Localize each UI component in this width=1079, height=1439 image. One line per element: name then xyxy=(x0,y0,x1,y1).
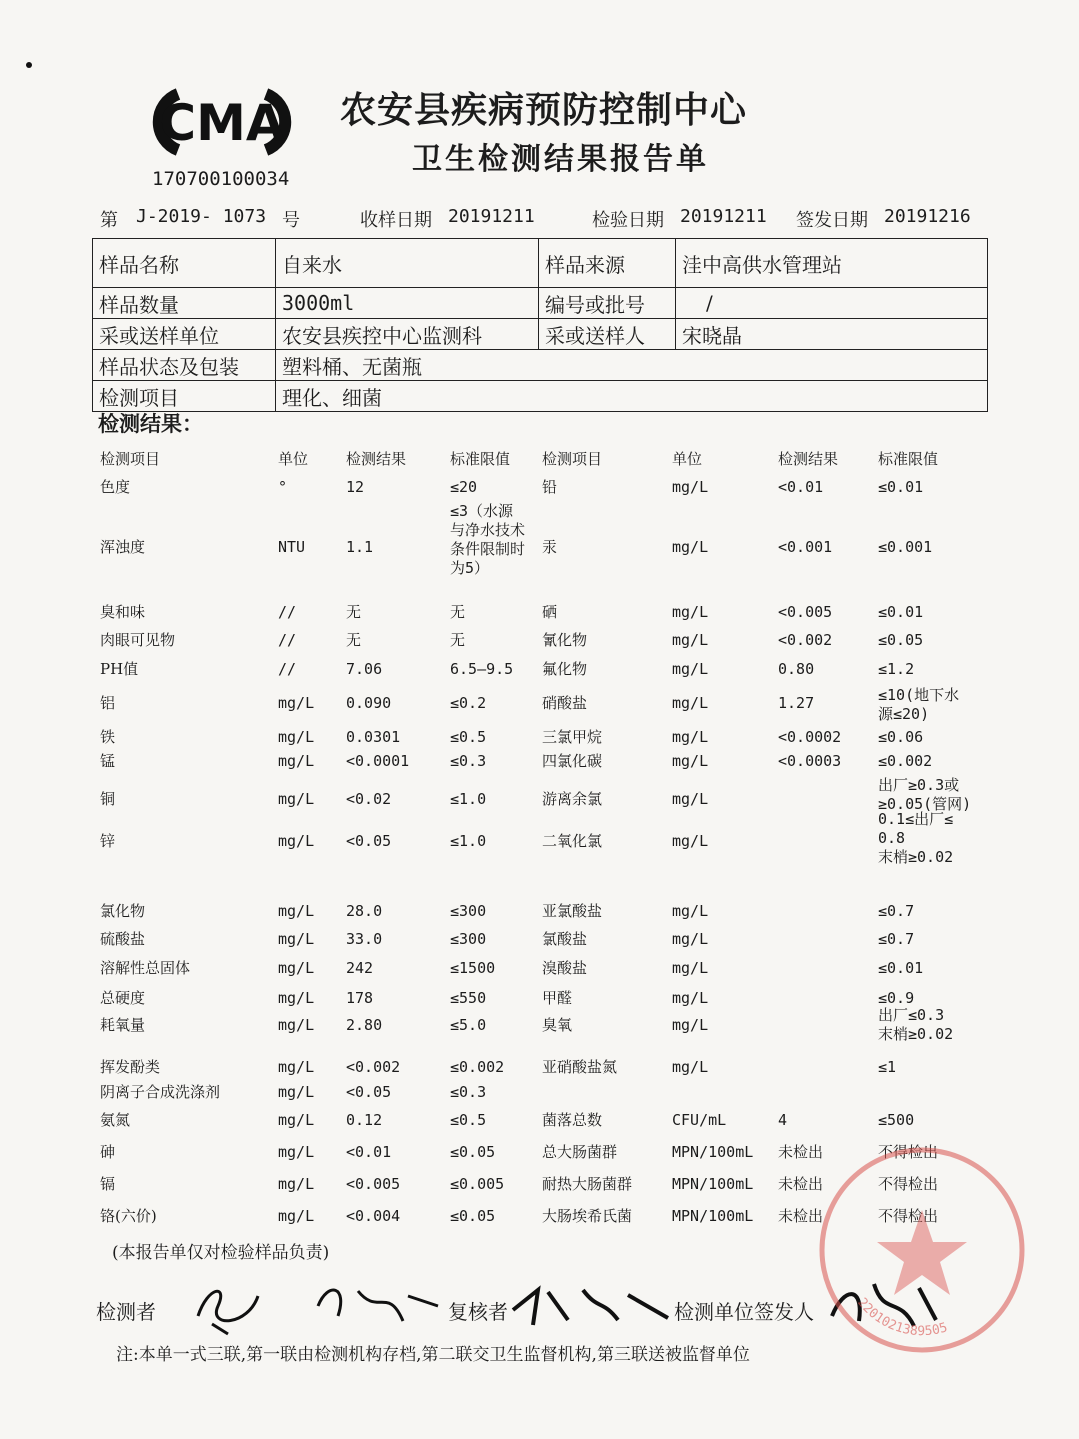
result-cell: ≤0.3 xyxy=(450,752,487,770)
result-cell: <0.0001 xyxy=(346,752,410,770)
result-cell: 2.80 xyxy=(346,1016,383,1034)
result-cell: ≤0.5 xyxy=(450,728,487,746)
report-meta xyxy=(100,206,980,238)
result-cell: 总硬度 xyxy=(100,989,146,1007)
result-cell: mg/L xyxy=(278,694,315,712)
result-cell: mg/L xyxy=(278,728,315,746)
result-cell: mg/L xyxy=(672,694,709,712)
results-header-4: 检测项目 xyxy=(542,450,603,468)
result-cell: mg/L xyxy=(278,1058,315,1076)
result-cell: MPN/100mL xyxy=(672,1207,754,1225)
state-label: 样品状态及包装 xyxy=(93,350,276,381)
result-cell: 硝酸盐 xyxy=(542,694,588,712)
result-cell: 臭氧 xyxy=(542,1016,573,1034)
results-title: 检测结果： xyxy=(98,411,203,436)
results-header-3: 标准限值 xyxy=(450,450,511,468)
result-cell: 无 xyxy=(450,603,466,621)
result-cell: mg/L xyxy=(672,902,709,920)
result-cell: 浑浊度 xyxy=(100,538,146,556)
result-cell: mg/L xyxy=(672,1016,709,1034)
result-cell: mg/L xyxy=(278,989,315,1007)
result-cell: ≤1.0 xyxy=(450,832,487,850)
result-cell: 甲醛 xyxy=(542,989,573,1007)
batch-label: 编号或批号 xyxy=(539,288,676,319)
result-cell: mg/L xyxy=(672,728,709,746)
result-cell: mg/L xyxy=(278,959,315,977)
result-cell: 溶解性总固体 xyxy=(100,959,191,977)
result-cell: MPN/100mL xyxy=(672,1143,754,1161)
result-cell: 无 xyxy=(346,603,362,621)
unit: 农安县疾控中心监测科 xyxy=(276,319,539,350)
result-cell: 镉 xyxy=(100,1175,116,1193)
result-cell: 12 xyxy=(346,478,365,496)
result-cell: ≤0.7 xyxy=(878,930,915,948)
result-cell: ≤0.01 xyxy=(878,959,924,977)
sample-source: 洼中高供水管理站 xyxy=(676,239,988,288)
result-cell: 铅 xyxy=(542,478,558,496)
result-cell: 菌落总数 xyxy=(542,1111,603,1129)
result-cell: 锰 xyxy=(100,752,116,770)
result-cell: ≤0.06 xyxy=(878,728,924,746)
result-cell: ≤5.0 xyxy=(450,1016,487,1034)
result-cell: 出厂≥0.3或 ≥0.05(管网) xyxy=(878,776,972,813)
result-cell: mg/L xyxy=(672,538,709,556)
receive-date-label: 收样日期 xyxy=(360,210,432,231)
result-cell: ≤0.005 xyxy=(450,1175,505,1193)
result-cell: 不得检出 xyxy=(878,1143,939,1161)
person-label: 采或送样人 xyxy=(539,319,676,350)
result-cell: 挥发酚类 xyxy=(100,1058,161,1076)
result-cell: 33.0 xyxy=(346,930,383,948)
result-cell: <0.002 xyxy=(346,1058,401,1076)
cert-number: 170700100034 xyxy=(152,168,290,190)
result-cell: ≤0.05 xyxy=(450,1207,496,1225)
result-cell: 亚硝酸盐氮 xyxy=(542,1058,618,1076)
result-cell: mg/L xyxy=(278,930,315,948)
results-header-2: 检测结果 xyxy=(346,450,407,468)
result-cell: mg/L xyxy=(672,959,709,977)
result-cell: <0.02 xyxy=(346,790,392,808)
result-cell: ≤3（水源 与净水技术 条件限制时 为5） xyxy=(450,502,526,577)
test-date-label: 检验日期 xyxy=(592,210,664,231)
result-cell: 耐热大肠菌群 xyxy=(542,1175,633,1193)
result-cell: ≤0.2 xyxy=(450,694,487,712)
scan-dot xyxy=(26,62,32,68)
result-cell: 4 xyxy=(778,1111,788,1129)
items-label: 检测项目 xyxy=(93,381,276,412)
cma-logo-text: CMA xyxy=(159,94,285,152)
result-cell: 色度 xyxy=(100,478,131,496)
result-cell: mg/L xyxy=(278,1111,315,1129)
result-cell: ≤1500 xyxy=(450,959,496,977)
org-title: 农安县疾病预防控制中心 xyxy=(340,89,748,131)
receive-date: 20191211 xyxy=(448,206,535,227)
result-cell: 氯酸盐 xyxy=(542,930,588,948)
result-cell: <0.01 xyxy=(778,478,824,496)
sample-info-table xyxy=(92,238,988,412)
result-cell: mg/L xyxy=(278,1207,315,1225)
stamp-number: 2201021389505 xyxy=(854,1295,950,1340)
quantity-label: 样品数量 xyxy=(93,288,276,319)
result-cell: 锌 xyxy=(100,832,116,850)
results-header-1: 单位 xyxy=(278,450,309,468)
result-cell: mg/L xyxy=(278,832,315,850)
result-cell: 溴酸盐 xyxy=(542,959,588,977)
result-cell: ≤0.3 xyxy=(450,1083,487,1101)
result-cell: <0.005 xyxy=(778,603,833,621)
sample-source-label: 样品来源 xyxy=(539,239,676,288)
result-cell: 未检出 xyxy=(778,1175,824,1193)
result-cell: 氨氮 xyxy=(100,1111,131,1129)
result-cell: 铜 xyxy=(100,790,116,808)
result-cell: <0.002 xyxy=(778,631,833,649)
result-cell: mg/L xyxy=(672,631,709,649)
result-cell: 游离余氯 xyxy=(542,790,603,808)
signer-label: 检测单位签发人 xyxy=(674,1300,814,1324)
result-cell: mg/L xyxy=(672,930,709,948)
reviewer-label: 复核者 xyxy=(448,1300,508,1324)
footnote: 注:本单一式三联,第一联由检测机构存档,第二联交卫生监督机构,第三联送被监督单位 xyxy=(116,1345,750,1365)
result-cell: ≤0.002 xyxy=(450,1058,505,1076)
results-header-6: 检测结果 xyxy=(778,450,839,468)
result-cell: 铬(六价) xyxy=(100,1207,157,1225)
sample-name-label: 样品名称 xyxy=(93,239,276,288)
result-cell: NTU xyxy=(278,538,306,556)
report-no-suffix: 号 xyxy=(282,210,300,231)
result-cell: 铝 xyxy=(100,694,116,712)
results-header-7: 标准限值 xyxy=(878,450,939,468)
result-cell: mg/L xyxy=(672,1058,709,1076)
result-cell: 178 xyxy=(346,989,374,1007)
result-cell: 无 xyxy=(450,631,466,649)
result-cell: 耗氧量 xyxy=(100,1016,146,1034)
result-cell: ≤0.001 xyxy=(878,538,933,556)
result-cell: mg/L xyxy=(278,1016,315,1034)
result-cell: ≤0.01 xyxy=(878,603,924,621)
result-cell: PH值 xyxy=(100,660,139,678)
issue-date: 20191216 xyxy=(884,206,971,227)
result-cell: 242 xyxy=(346,959,374,977)
result-cell: <0.05 xyxy=(346,832,392,850)
result-cell: mg/L xyxy=(672,989,709,1007)
result-cell: ≤0.9 xyxy=(878,989,915,1007)
result-cell: 28.0 xyxy=(346,902,383,920)
result-cell: ≤0.002 xyxy=(878,752,933,770)
result-cell: mg/L xyxy=(672,603,709,621)
result-cell: 硫酸盐 xyxy=(100,930,146,948)
report-no: J-2019- 1073 xyxy=(136,206,267,227)
sample-name: 自来水 xyxy=(276,239,539,288)
result-cell: 未检出 xyxy=(778,1143,824,1161)
result-cell: 0.80 xyxy=(778,660,815,678)
result-cell: 肉眼可见物 xyxy=(100,631,176,649)
test-date: 20191211 xyxy=(680,206,767,227)
result-cell: mg/L xyxy=(278,902,315,920)
result-cell: <0.001 xyxy=(778,538,833,556)
result-cell: 氟化物 xyxy=(542,660,588,678)
result-cell: ≤550 xyxy=(450,989,487,1007)
result-cell: MPN/100mL xyxy=(672,1175,754,1193)
results-header-0: 检测项目 xyxy=(100,450,161,468)
result-cell: <0.0002 xyxy=(778,728,842,746)
result-cell: mg/L xyxy=(278,790,315,808)
cma-logo xyxy=(148,86,296,158)
result-cell: mg/L xyxy=(278,1143,315,1161)
result-cell: <0.01 xyxy=(346,1143,392,1161)
report-title: 卫生检测结果报告单 xyxy=(412,142,709,177)
result-cell: 硒 xyxy=(542,603,558,621)
result-cell: ≤300 xyxy=(450,902,487,920)
result-cell: <0.0003 xyxy=(778,752,842,770)
report-no-prefix: 第 xyxy=(100,210,118,231)
quantity: 3000ml xyxy=(276,288,539,319)
result-cell: 无 xyxy=(346,631,362,649)
result-cell: // xyxy=(278,660,297,678)
result-cell: 不得检出 xyxy=(878,1175,939,1193)
result-cell: 汞 xyxy=(542,538,558,556)
issue-date-label: 签发日期 xyxy=(796,210,868,231)
result-cell: mg/L xyxy=(672,660,709,678)
result-cell: // xyxy=(278,603,297,621)
result-cell: <0.05 xyxy=(346,1083,392,1101)
result-cell: <0.004 xyxy=(346,1207,401,1225)
result-cell: 0.0301 xyxy=(346,728,401,746)
result-cell: mg/L xyxy=(672,478,709,496)
result-cell: 氯化物 xyxy=(100,902,146,920)
result-cell: ≤20 xyxy=(450,478,478,496)
result-cell: ≤1.2 xyxy=(878,660,915,678)
state: 塑料桶、无菌瓶 xyxy=(276,350,988,381)
result-cell: 四氯化碳 xyxy=(542,752,603,770)
result-cell: ≤1.0 xyxy=(450,790,487,808)
tester-signatures xyxy=(188,1276,448,1336)
result-cell: 7.06 xyxy=(346,660,383,678)
result-cell: ≤0.05 xyxy=(450,1143,496,1161)
result-cell: 三氯甲烷 xyxy=(542,728,603,746)
reviewer-signature xyxy=(508,1280,678,1332)
tester-label: 检测者 xyxy=(96,1300,156,1324)
result-cell: 臭和味 xyxy=(100,603,146,621)
batch: / xyxy=(676,288,988,319)
results-header-5: 单位 xyxy=(672,450,703,468)
result-cell: ≤0.05 xyxy=(878,631,924,649)
result-cell: 二氧化氯 xyxy=(542,832,603,850)
result-cell: 0.12 xyxy=(346,1111,383,1129)
result-cell: mg/L xyxy=(672,832,709,850)
result-cell: ≤500 xyxy=(878,1111,915,1129)
result-cell: ≤0.7 xyxy=(878,902,915,920)
result-cell: mg/L xyxy=(278,752,315,770)
unit-label: 采或送样单位 xyxy=(93,319,276,350)
result-cell: ≤1 xyxy=(878,1058,897,1076)
result-cell: mg/L xyxy=(672,752,709,770)
person: 宋晓晶 xyxy=(676,319,988,350)
result-cell: 1.1 xyxy=(346,538,374,556)
result-cell: 1.27 xyxy=(778,694,815,712)
result-cell: ≤0.5 xyxy=(450,1111,487,1129)
result-cell: 大肠埃希氏菌 xyxy=(542,1207,633,1225)
result-cell: 未检出 xyxy=(778,1207,824,1225)
result-cell: 砷 xyxy=(100,1143,116,1161)
disclaimer: (本报告单仅对检验样品负责) xyxy=(112,1243,330,1263)
result-cell: ° xyxy=(278,478,288,496)
result-cell: 6.5—9.5 xyxy=(450,660,514,678)
result-cell: // xyxy=(278,631,297,649)
result-cell: 阴离子合成洗涤剂 xyxy=(100,1083,221,1101)
result-cell: ≤10(地下水 源≤20) xyxy=(878,686,960,723)
result-cell: 亚氯酸盐 xyxy=(542,902,603,920)
result-cell: 0.090 xyxy=(346,694,392,712)
official-seal xyxy=(812,1140,1032,1360)
result-cell: <0.005 xyxy=(346,1175,401,1193)
result-cell: CFU/mL xyxy=(672,1111,727,1129)
result-cell: 氰化物 xyxy=(542,631,588,649)
result-cell: mg/L xyxy=(672,790,709,808)
result-cell: 0.1≤出厂≤ 0.8 末梢≥0.02 xyxy=(878,810,954,866)
result-cell: 铁 xyxy=(100,728,116,746)
result-cell: ≤0.01 xyxy=(878,478,924,496)
items: 理化、细菌 xyxy=(276,381,988,412)
result-cell: mg/L xyxy=(278,1083,315,1101)
result-cell: 不得检出 xyxy=(878,1207,939,1225)
result-cell: 总大肠菌群 xyxy=(542,1143,618,1161)
result-cell: 出厂≤0.3 末梢≥0.02 xyxy=(878,1006,954,1043)
result-cell: ≤300 xyxy=(450,930,487,948)
result-cell: mg/L xyxy=(278,1175,315,1193)
